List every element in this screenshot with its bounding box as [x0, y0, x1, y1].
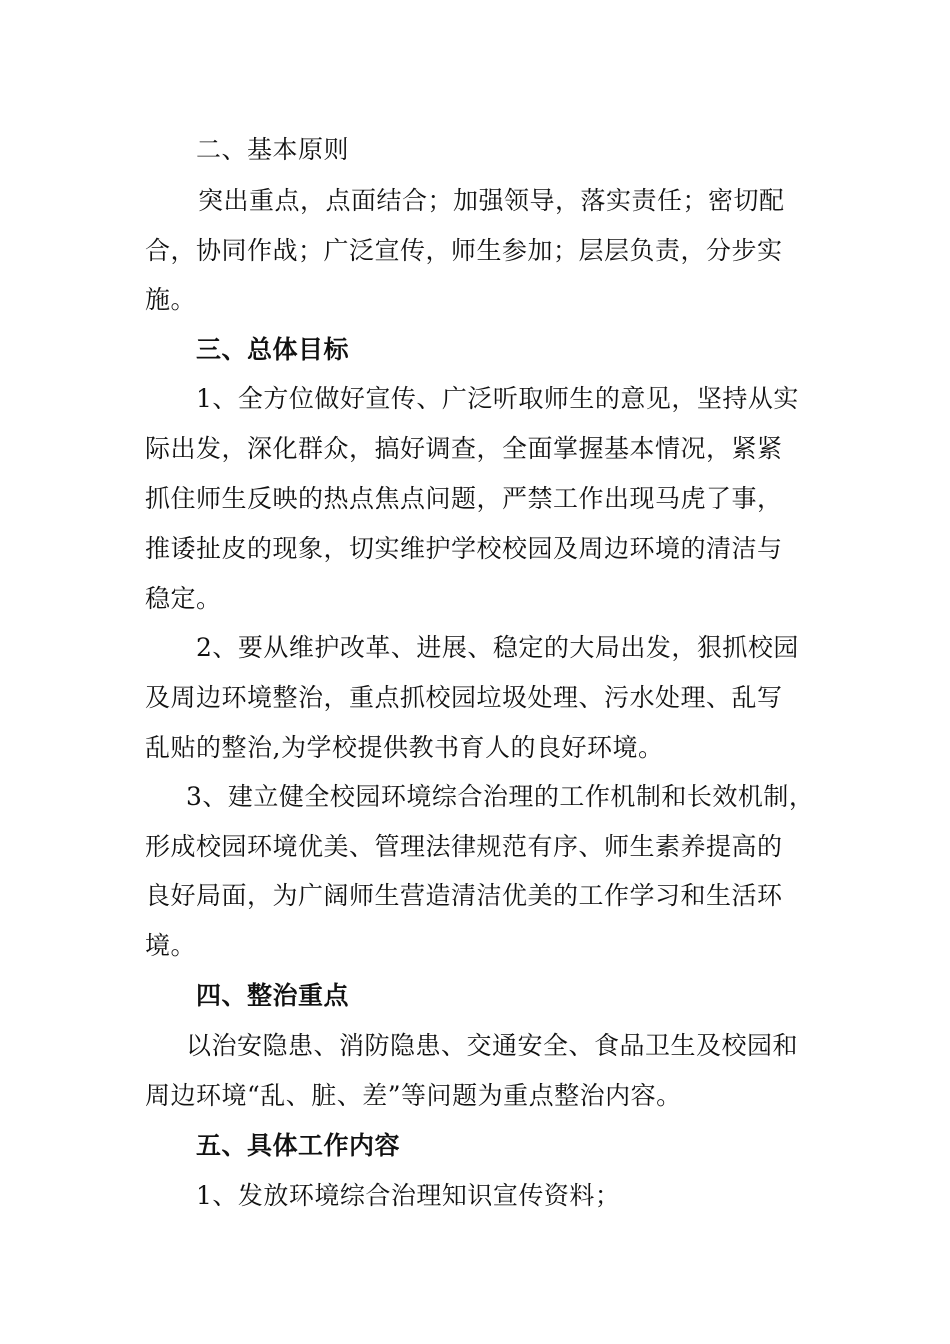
paragraph-line: 境。 [145, 931, 197, 960]
paragraph-line: 2、要从维护改革、进展、稳定的大局出发，狠抓校园 [196, 633, 799, 662]
paragraph-line: 稳定。 [145, 584, 222, 613]
section-heading-rectification-focus: 四、整治重点 [196, 981, 350, 1010]
paragraph-line: 突出重点，点面结合；加强领导，落实责任；密切配 [198, 186, 785, 215]
paragraph-line: 合，协同作战；广泛宣传，师生参加；层层负责，分步实 [145, 236, 783, 265]
paragraph-line: 以治安隐患、消防隐患、交通安全、食品卫生及校园和 [186, 1031, 799, 1060]
paragraph-line: 际出发，深化群众，搞好调查，全面掌握基本情况，紧紧 [145, 434, 783, 463]
paragraph-line: 良好局面，为广阔师生营造清洁优美的工作学习和生活环 [145, 881, 783, 910]
paragraph-line: 施。 [145, 285, 197, 314]
section-heading-basic-principles: 二、基本原则 [196, 135, 350, 164]
paragraph-line: 3、建立健全校园环境综合治理的工作机制和长效机制， [186, 782, 815, 811]
paragraph-line: 推诿扯皮的现象，切实维护学校校园及周边环境的清洁与 [145, 534, 783, 563]
paragraph-line: 乱贴的整治,为学校提供教书育人的良好环境。 [145, 733, 664, 762]
paragraph-line: 1、发放环境综合治理知识宣传资料； [196, 1181, 621, 1210]
paragraph-line: 形成校园环境优美、管理法律规范有序、师生素养提高的 [145, 832, 783, 861]
section-heading-specific-work: 五、具体工作内容 [196, 1131, 401, 1160]
paragraph-line: 抓住师生反映的热点焦点问题，严禁工作出现马虎了事， [145, 484, 783, 513]
paragraph-line: 周边环境“乱、脏、差”等问题为重点整治内容。 [145, 1081, 682, 1110]
section-heading-overall-goals: 三、总体目标 [196, 335, 350, 364]
paragraph-line: 1、全方位做好宣传、广泛听取师生的意见，坚持从实 [196, 384, 799, 413]
paragraph-line: 及周边环境整治，重点抓校园垃圾处理、污水处理、乱写 [145, 683, 783, 712]
